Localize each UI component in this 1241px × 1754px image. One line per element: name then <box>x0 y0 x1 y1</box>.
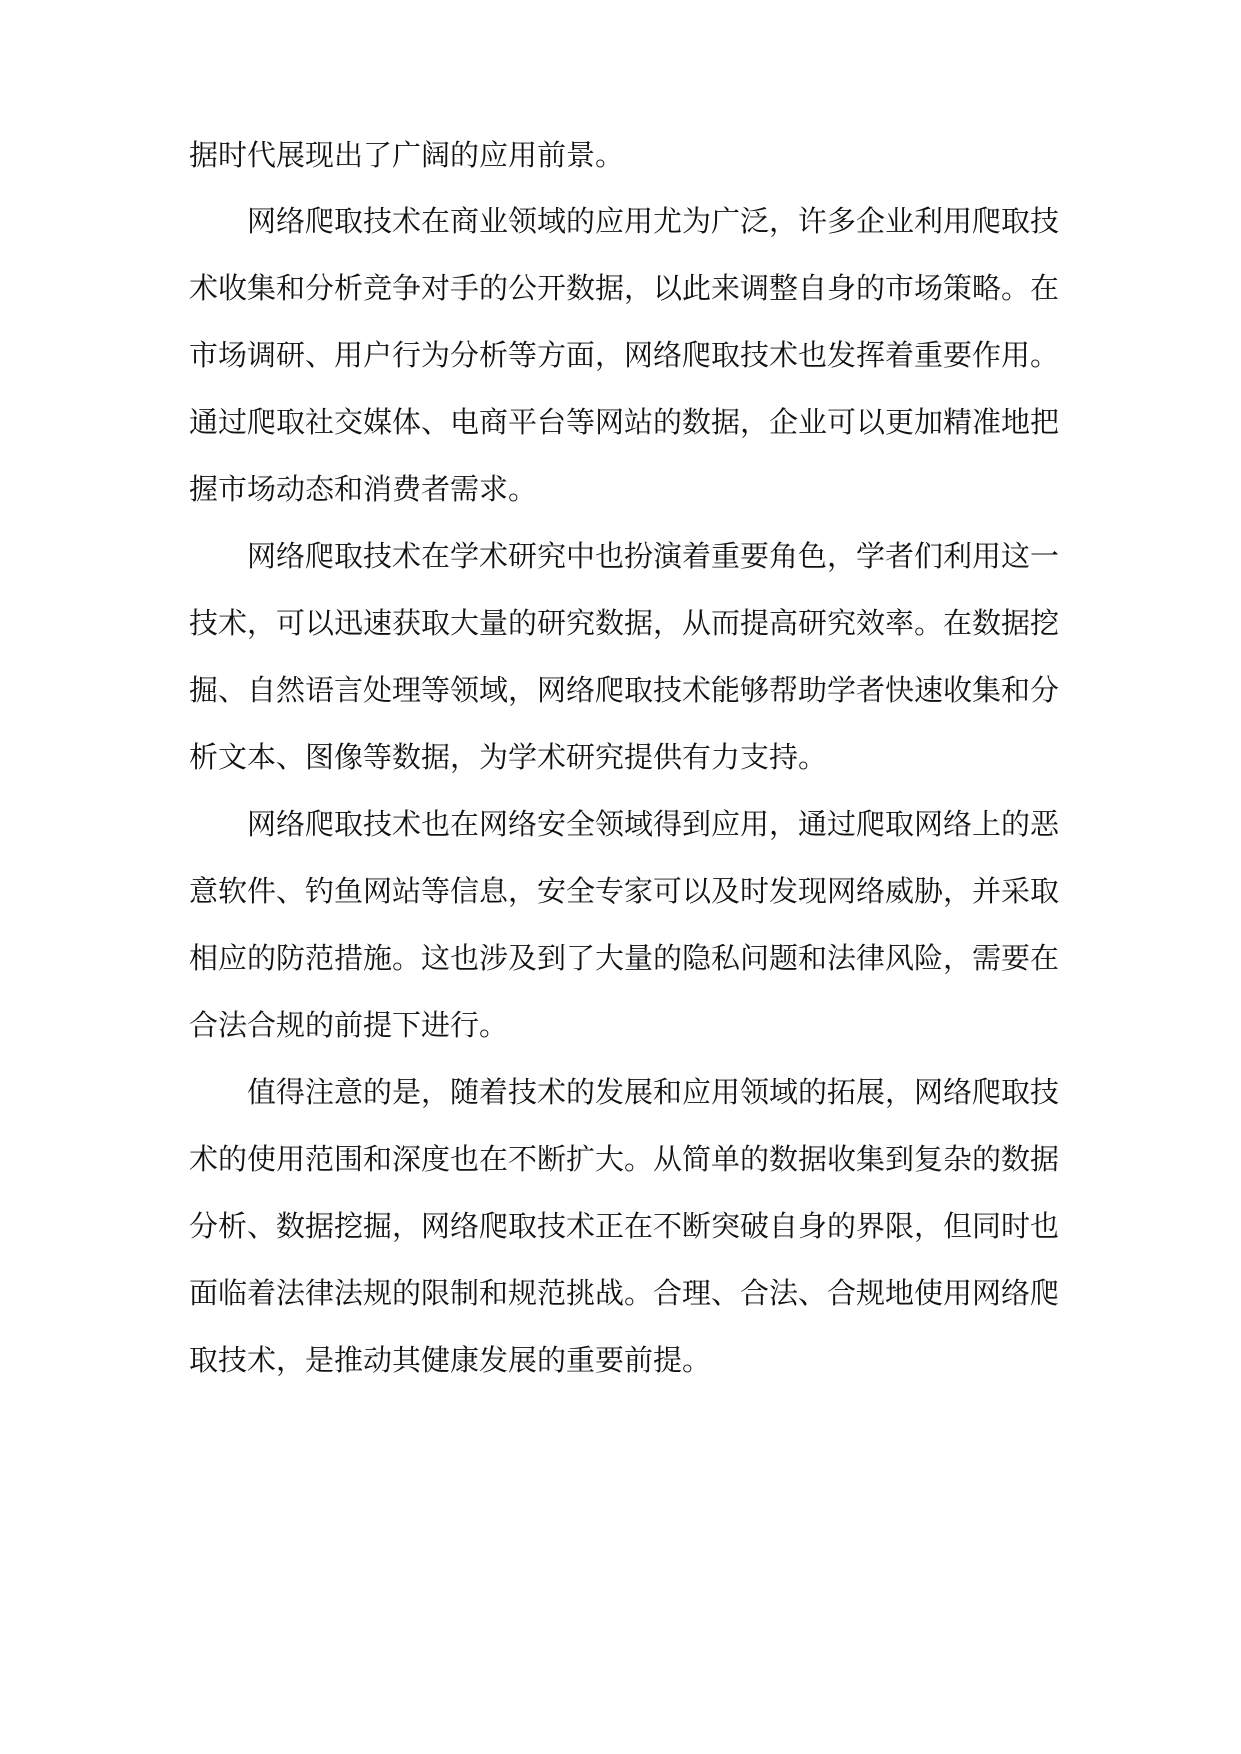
paragraph-2-line-1: 网络爬取技术在商业领域的应用尤为广泛，许多企业利用爬取技 <box>247 204 1060 238</box>
paragraph-3-line-3: 掘、自然语言处理等领域，网络爬取技术能够帮助学者快速收集和分 <box>189 673 1060 707</box>
paragraph-2-line-3: 市场调研、用户行为分析等方面，网络爬取技术也发挥着重要作用。 <box>189 338 1060 372</box>
paragraph-3-line-4: 析文本、图像等数据，为学术研究提供有力支持。 <box>189 740 828 774</box>
paragraph-1-line-1: 据时代展现出了广阔的应用前景。 <box>189 138 625 172</box>
paragraph-5-line-4: 面临着法律法规的限制和规范挑战。合理、合法、合规地使用网络爬 <box>189 1276 1060 1310</box>
paragraph-3-line-1: 网络爬取技术在学术研究中也扮演着重要角色，学者们利用这一 <box>247 539 1060 573</box>
paragraph-3-line-2: 技术，可以迅速获取大量的研究数据，从而提高研究效率。在数据挖 <box>189 606 1060 640</box>
paragraph-4-line-1: 网络爬取技术也在网络安全领域得到应用，通过爬取网络上的恶 <box>247 807 1060 841</box>
paragraph-4-line-2: 意软件、钓鱼网站等信息，安全专家可以及时发现网络威胁，并采取 <box>189 874 1060 908</box>
paragraph-5-line-5: 取技术，是推动其健康发展的重要前提。 <box>189 1343 712 1377</box>
paragraph-4-line-3: 相应的防范措施。这也涉及到了大量的隐私问题和法律风险，需要在 <box>189 941 1060 975</box>
paragraph-2-line-5: 握市场动态和消费者需求。 <box>189 472 538 506</box>
paragraph-5-line-3: 分析、数据挖掘，网络爬取技术正在不断突破自身的界限，但同时也 <box>189 1209 1060 1243</box>
paragraph-2-line-2: 术收集和分析竞争对手的公开数据，以此来调整自身的市场策略。在 <box>189 271 1060 305</box>
paragraph-2-line-4: 通过爬取社交媒体、电商平台等网站的数据，企业可以更加精准地把 <box>189 405 1060 439</box>
paragraph-5-line-1: 值得注意的是，随着技术的发展和应用领域的拓展，网络爬取技 <box>247 1075 1060 1109</box>
paragraph-5-line-2: 术的使用范围和深度也在不断扩大。从简单的数据收集到复杂的数据 <box>189 1142 1060 1176</box>
paragraph-4-line-4: 合法合规的前提下进行。 <box>189 1008 509 1042</box>
